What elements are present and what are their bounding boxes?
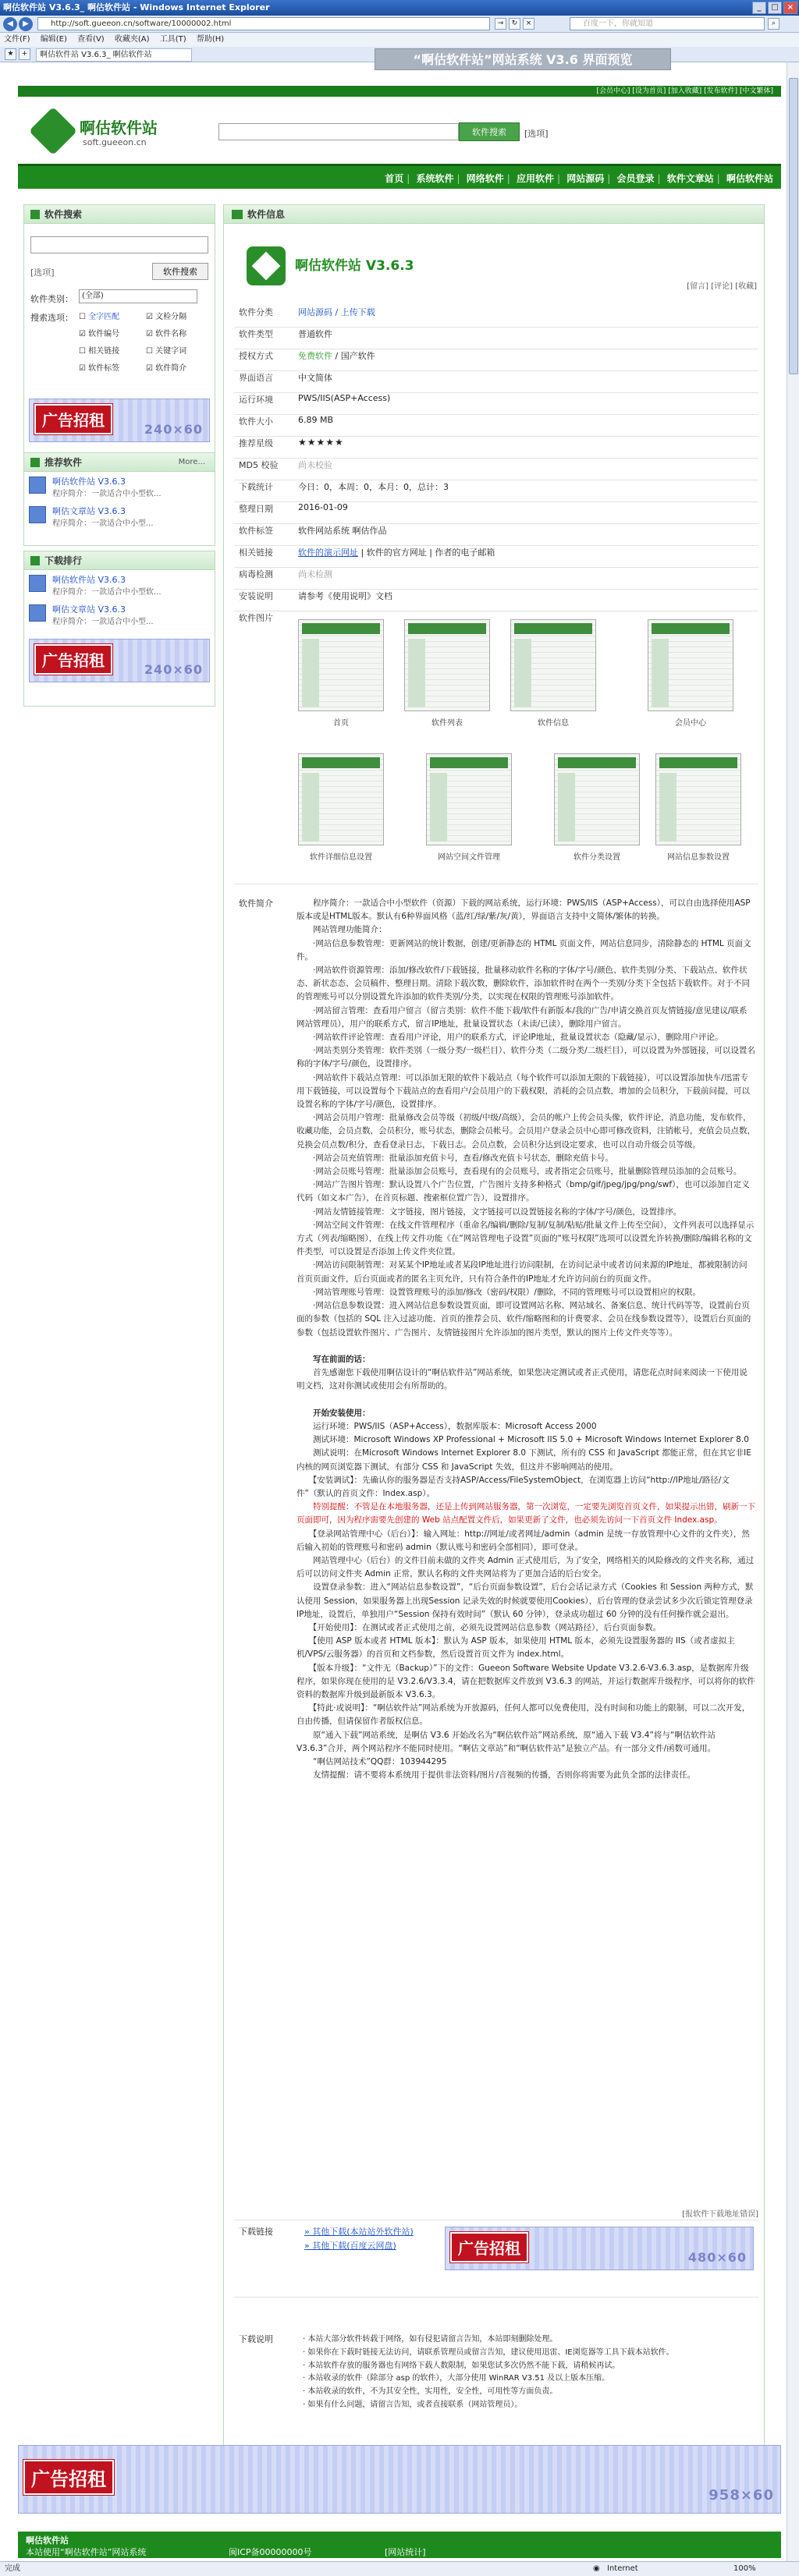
list-item[interactable]: 啊估文章站 V3.6.3 程序简介：一款适合中小型... [29, 603, 210, 629]
sidebar-ad-1[interactable]: 广告招租 240×60 [29, 399, 210, 442]
star-rating: ★★★★★ [298, 437, 344, 448]
forward-icon[interactable]: ▶ [19, 17, 33, 31]
info-icon [232, 210, 243, 219]
intro-paragraph: ·网站软件资源管理：添加/修改软件/下载链接，批量移动软件名称的字体/字号/颜色、软件类别/分类、下载站点、软件状态、新状态态、会员稿件、整理日期。清除下载次数，删除软件，添加软件时在两个一类别/分类下全包括下载软件。对于不同的管理账号可以分别设置允许添加的软件类别/分类，以实现在权限的管理账号添加软件。 [297, 966, 751, 1002]
software-thumb-icon [29, 506, 46, 523]
intro-paragraph: 友情提醒：请不要将本系统用于提供非法资料/图片/音视频的传播，否则你将需要为此负全部的法律责任。 [297, 1770, 696, 1781]
rank-header: 下载排行 [24, 551, 215, 570]
intro-paragraph [297, 1394, 755, 1407]
search-icon [30, 210, 40, 219]
download-link-2[interactable]: » 其他下载(百度云网盘) [304, 2241, 396, 2251]
list-item[interactable]: 啊估软件站 V3.6.3 程序简介：一款适合中小型软... [29, 573, 210, 600]
screenshot-thumb[interactable]: 首页 [298, 619, 384, 728]
zoom-level[interactable]: 100% [733, 2564, 756, 2573]
sidebar-search-box [23, 204, 215, 469]
demo-link[interactable]: 软件的演示网址 [298, 547, 358, 558]
add-favorites-icon[interactable]: + [19, 48, 30, 60]
screenshot-thumb[interactable]: 网站空间文件管理 [426, 753, 512, 863]
menu-file[interactable]: 文件(F) [4, 35, 30, 44]
menu-bar [0, 33, 799, 47]
intro-paragraph: ·网站软件评论管理：查看用户评论，用户的联系方式，评论IP地址，批量设置状态（隐藏/显示），删除用户评论。 [297, 1033, 723, 1043]
back-icon[interactable]: ◀ [3, 17, 17, 31]
note-item: · 如果你在下载时链接无法访问，请联系管理员或留言告知，建议使用迅雷、IE浏览器等工具下载本站软件。 [303, 2347, 674, 2357]
browser-tab[interactable]: 啊估软件站 V3.6.3_ 啊估软件站 [36, 48, 192, 62]
report-link[interactable]: [报软件下载地址错误] [682, 2210, 758, 2219]
intro-paragraph: ·网站会员用户管理：批量修改会员等级（初级/中级/高级），会员的帐户上传会员头像，软件评论，消息功能，发布软件，收藏功能，会员点数，会员积分，账号状态，删除会员帐号。会员用户登录会员中心即可修改资料，注销帐号，充值会员点数，兑换会员点数/积分，查看登录日志，下载日志。会员点数，会员积分达到设定要求，也可以自动升级会员等级。 [297, 1113, 755, 1150]
menu-edit[interactable]: 编辑(E) [40, 35, 67, 44]
sidebar-options-link[interactable]: [选项] [30, 268, 55, 278]
screenshot-thumb[interactable]: 软件信息 [510, 619, 596, 728]
note-item: · 本站大部分软件转载于网络，如有侵犯请留言告知，本站即刻删除处理。 [303, 2335, 558, 2344]
status-bar [0, 2561, 799, 2576]
address-input[interactable]: http://soft.gueeon.cn/software/10000002.html [37, 17, 490, 30]
sidebar-search-header: 软件搜索 [24, 205, 215, 224]
go-icon[interactable]: → [495, 18, 506, 30]
info-row: 软件分类 网站源码 / 上传下载 [234, 306, 758, 328]
software-icon [247, 246, 286, 285]
recommend-more-link[interactable]: More... [178, 458, 205, 466]
intro-paragraph: 【特此·或说明】：“啊估软件站”网站系统为开放源码，任何人都可以免费使用，没有时间和功能上的限制，可以二次开发，自由传播，但请保留作者版权信息。 [297, 1703, 751, 1727]
menu-help[interactable]: 帮助(H) [196, 35, 225, 44]
intro-paragraph: ·网站管理账号管理：设置管理账号的添加/修改（密码/权限）/删除，不同的管理账号可以设置相应的权限。 [297, 1287, 701, 1297]
intro-paragraph: 开始安装使用： [297, 1408, 371, 1418]
close-button[interactable]: × [783, 2, 797, 14]
check-name[interactable]: ☑ [146, 330, 156, 338]
category-link[interactable]: 网站源码 / 上传下载 [298, 307, 375, 317]
nav-home[interactable]: 首页 [385, 173, 404, 184]
address-bar-row [0, 16, 799, 33]
recommend-icon [30, 458, 40, 467]
footer-stats[interactable]: [网站统计] [385, 2547, 426, 2557]
nav-network[interactable]: 网络软件 [466, 173, 504, 184]
check-tags[interactable]: ☑ [79, 364, 89, 373]
notes-label: 下载说明 [239, 2334, 273, 2344]
intro-paragraph: 运行环境：PWS/IIS（ASP+Access），数据库版本：Microsoft Access 2000 [297, 1421, 597, 1431]
intro-paragraph: ·网站类别分类管理：软件类别（一级分类/一级栏目）、软件分类（二级分类/二级栏目），可以设置为外部链接，可以设置名称的字体/字号/颜色，设置排序。 [297, 1046, 755, 1069]
nav-apps[interactable]: 应用软件 [516, 173, 554, 184]
nav-site[interactable]: 啊估软件站 [726, 173, 773, 184]
intro-paragraph: 【开始使用】：在测试或者正式使用之前，必须先设置网站信息参数（网站路径），后台页面参数。 [297, 1622, 662, 1632]
info-row: 授权方式 免费软件 / 国产软件 [234, 349, 758, 371]
intro-paragraph: 测试环境：Microsoft Windows XP Professional + Microsoft IIS 5.0 + Microsoft Windows Internet Explorer 8.0 [297, 1435, 749, 1445]
info-row: 软件大小 6.89 MB [234, 415, 758, 437]
scrollbar-thumb[interactable] [789, 78, 798, 374]
status-text: 完成 [5, 2564, 20, 2573]
screenshot-thumb[interactable]: 会员中心 [648, 619, 733, 728]
intro-paragraph: 程序简介：一款适合中小型软件（资源）下载的网站系统，运行环境：PWS/IIS（ASP+Access），可以自由选择使用ASP版本或是HTML版本。默认有6种界面风格（蓝/红/绿/紫/灰/黄），界面语言支持中文简体/繁体的转换。 [297, 898, 751, 922]
email-link[interactable]: 作者的电子邮箱 [435, 547, 495, 558]
check-id[interactable]: ☑ [79, 330, 89, 338]
nav-system[interactable]: 系统软件 [416, 173, 454, 184]
software-thumb-icon [29, 604, 46, 622]
footer [18, 2532, 781, 2558]
logo-icon [29, 107, 77, 155]
intro-paragraph: 首先感谢您下载使用啊估设计的“啊估软件站”网站系统，如果您决定测试或者正式使用，请您花点时间来阅读一下使用说明文档，这对你测试或使用会有所帮助的。 [297, 1368, 748, 1391]
top-strip [18, 86, 781, 97]
sidebar-search-input[interactable] [30, 236, 208, 253]
info-row: 病毒检测 尚未检测 [234, 568, 758, 590]
intro-paragraph: 测试说明：在Microsoft Windows Internet Explorer 8.0 下测试，所有的 CSS 和 JavaScript 都能正常，但在其它非IE内核的网页浏览器下测试，有部分 CSS 和 JavaScript 失效，但这并不影响网站的使用。 [297, 1448, 751, 1472]
sidebar-search-button[interactable]: 软件搜索 [152, 263, 208, 280]
check-split[interactable]: ☑ [146, 313, 156, 321]
info-row: 软件标签 软件网站系统 啊估作品 [234, 524, 758, 546]
nav-source[interactable]: 网站源码 [566, 173, 605, 184]
info-row: MD5 校验 尚未校验 [234, 459, 758, 480]
nav-articles[interactable]: 软件文章站 [666, 173, 714, 184]
logo-name: 啊估软件站 [80, 119, 158, 137]
intro-paragraph: 【使用 ASP 版本或者 HTML 版本】：默认为 ASP 版本，如果使用 HTML 版本，必须先设置服务器的 IIS（或者虚拟主机/VPS/云服务器）的首页和文档参数，然后设置首页文件为 index.html。 [297, 1636, 735, 1660]
site-logo[interactable] [36, 109, 184, 154]
category-select[interactable]: (全部) [79, 289, 197, 303]
site-search-button[interactable]: 软件搜索 [459, 122, 520, 141]
info-row-images: 软件图片 首页 软件列表 软件信息 会员中心 软件详细信息设置 网站空间文件管理 软件分类设置 网站信息参数设置 [234, 611, 758, 884]
globe-icon: ◉ [593, 2564, 600, 2573]
info-row: 界面语言 中文简体 [234, 371, 758, 393]
preview-banner: “啊估软件站”网站系统 V3.6 界面预览 [375, 48, 671, 70]
refresh-icon[interactable]: ↻ [509, 18, 520, 30]
intro-paragraph: 网站管理中心（后台）的文件目前未做的文件夹 Admin 正式使用后，为了安全，网络相关的风险修改的文件夹名称，通过后可以访问文件夹 Admin 正常，默认名称的文件夹网站将为了更加合适的后台安全。 [297, 1555, 755, 1579]
sidebar-ad-2[interactable]: 广告招租 240×60 [29, 639, 210, 682]
list-item[interactable]: 啊估文章站 V3.6.3 程序简介：一款适合中小型... [29, 505, 210, 531]
top-links[interactable]: [会员中心] [设为首页] [加入收藏] [发布软件] [中文繁体] [596, 87, 773, 95]
intro-paragraph: ·网站留言管理：查看用户留言（留言类别：软件不能下载/软件有新版本/我的广告/申请交换首页友情链接/意见建议/联系网站管理员），用户的联系方式，留言IP地址，批量设置状态（未读/已读），删除用户留言。 [297, 1005, 748, 1029]
intro-paragraph: 原“通入下载”网站系统，是啊估 V3.6 开始改名为“啊估软件站”网站系统，原“通入下载 V3.4”将与“啊估软件站 V3.6.3”合并，两个网站程序不能同时使用。“啊估文章站”和“啊估软件站”是独立产品。有一部分文件/函数可通用。 [297, 1730, 716, 1753]
search-box[interactable]: 百度一下，你就知道 [570, 17, 765, 30]
scope-checks: ☐ 全字匹配 ☑ 文检分隔 ☑ 软件编号 ☑ 软件名称 ☐ 相关链接 ☐ 关键字词 ☑ 软件标签 ☑ 软件简介 [79, 313, 187, 373]
intro-paragraph: ·网站信息参数设置：进入网站信息参数设置页面，即可设置网站名称、网站域名、备案信息、统计代码等等，设置前台页面的参数（包括的 SQL 注入过滤功能、首页的推荐会员、软件/缩略图和的计费要求、会员在线参数设置等），设置后台页面的参数（包括设置软件图片、广告图片、友情链接图片允许添加的图片类型，默认的图片上传文件夹等等）。 [297, 1301, 751, 1338]
download-row [234, 2220, 758, 2298]
logo-url: soft.gueeon.cn [83, 137, 147, 147]
window-titlebar [0, 0, 799, 16]
software-thumb-icon [29, 477, 46, 494]
intro-paragraph: ·网站软件下载站点管理：可以添加无限的软件下载站点（每个软件可以添加无限的下载链接），可以设置添加快车/迅雷专用下载链接，可以设置每个下载站点的查看用户/会员用户的下载权限，消耗的会员点数，增加的会员积分，下载前问提，可以设置名称的字体/字号/颜色，设置排序。 [297, 1072, 751, 1110]
download-link-1[interactable]: » 其他下载(本站站外软件站) [304, 2227, 414, 2237]
intro-paragraph: 网站管理功能简介： [297, 925, 387, 935]
menu-tools[interactable]: 工具(T) [159, 35, 186, 44]
list-item[interactable]: 啊估软件站 V3.6.3 程序简介：一款适合中小型软... [29, 475, 210, 501]
screenshot-thumb[interactable]: 软件列表 [404, 619, 490, 728]
favorites-star-icon[interactable]: ★ [5, 48, 16, 60]
scope-label: 搜索选项： [30, 313, 73, 323]
intro-paragraph: 【安装调试】：先确认你的服务器是否支持ASP/Access/FileSystemObject，在浏览器上访问“http://IP地址/路径/文件”（默认的首页文件：Index.asp）。 [297, 1475, 730, 1498]
download-label: 下载链接 [239, 2227, 273, 2237]
menu-view[interactable]: 查看(V) [77, 35, 105, 44]
note-item: · 本站收录的软件（除部分 asp 的软件），大部分使用 WinRAR V3.51 及以上版本压缩。 [303, 2374, 610, 2383]
official-link[interactable]: 软件的官方网址 [366, 547, 427, 558]
window-title: 啊估软件站 V3.6.3_ 啊估软件站 - Windows Internet Explorer [3, 2, 270, 12]
info-row: 相关链接 软件的演示网址 | 软件的官方网址 | 作者的电子邮箱 [234, 546, 758, 568]
intro-label: 软件简介 [239, 898, 273, 909]
menu-favorites[interactable]: 收藏夹(A) [114, 35, 150, 44]
security-zone: Internet [607, 2564, 638, 2573]
check-keywords[interactable]: ☐ [146, 347, 156, 356]
action-links[interactable]: [留言] [评论] [收藏] [687, 282, 757, 291]
check-whole-word[interactable]: ☐ [79, 313, 89, 321]
sidebar-recommend-box [23, 452, 215, 546]
info-row: 运行环境 PWS/IIS(ASP+Access) [234, 393, 758, 415]
info-row: 安装说明 请参考《使用说明》文档 [234, 590, 758, 611]
maximize-button[interactable]: □ [768, 2, 782, 14]
note-item: · 本站收录的软件，不为其安全性，实用性，安全性，可用性等方面负责。 [303, 2387, 558, 2397]
check-intro[interactable]: ☑ [146, 364, 156, 373]
intro-paragraph: ·网站友情链接管理：文字链接，图片链接，文字链接可以设置链接名称的字体/字号/颜色，设置排序。 [297, 1207, 682, 1217]
footer-icp[interactable]: 闽ICP备00000000号 [229, 2547, 312, 2557]
sidebar-rank-box [23, 551, 215, 707]
info-row: 下载统计 今日：0，本周：0，本月：0，总计：3 [234, 480, 758, 502]
screenshot-thumb[interactable]: 软件分类设置 [554, 753, 640, 863]
intro-paragraph: 设置登录参数：进入“网站信息参数设置”，“后台页面参数设置”，后台会话记录方式（Cookies 和 Session 两种方式，默认使用 Session，如果服务器上出现Session 记录失效的时候就要使用Cookies），后台管理的登录尝试多少次后锁定管理登录IP地址，设置后，单独用户“Session 保持有效时间”（默认 60 分钟），登录成功超过 60 分钟的没有任何操作就会退出。 [297, 1582, 754, 1619]
info-row: 软件类型 普通软件 [234, 328, 758, 349]
page-title: 啊估软件站 V3.6.3 [295, 258, 414, 274]
download-ad[interactable]: 广告招租 480×60 [445, 2227, 754, 2270]
category-label: 软件类别： [30, 294, 73, 304]
footer-powered: 本站使用“啊估软件站”网站系统 [26, 2547, 147, 2557]
site-search-input[interactable] [218, 123, 459, 140]
stop-icon[interactable]: × [523, 18, 534, 30]
bottom-ad[interactable]: 广告招租 958×60 [18, 2445, 781, 2514]
screenshot-thumb[interactable]: 网站信息参数设置 [655, 753, 741, 863]
intro-paragraph: ·网站广告图片管理：默认设置八个广告位置，广告图片支持多种格式（bmp/gif/jpeg/jpg/png/swf），也可以添加自定义代码（如文本广告），在首页标题、搜索框位置广告），设置排序。 [297, 1180, 750, 1203]
search-go-icon[interactable]: ⌕ [768, 18, 779, 30]
info-row: 推荐星级 ★★★★★ [234, 437, 758, 459]
main-nav: 首页 | 系统软件 | 网络软件 | 应用软件 | 网站源码 | 会员登录 | 软件文章站 | 啊估软件站 [18, 164, 781, 189]
intro-paragraph: 【版本升级】：“文件无（Backup）”下的文件：Gueeon Software Website Update V3.2.6-V3.6.3.asp，是数据库升级程序，如果你现在使用的是 V3.2.6/V3.3.4，请在把数据库文件放到 V3.6.3 的网站，并运行数据库升级程序，可以将你的软件资料的数据库升级到最新版本 V3.6.3。 [297, 1663, 755, 1699]
note-item: · 本站软件存放的服务器也有网络下载人数限制，如果您试多次仍然不能下载，请稍候再试。 [303, 2361, 620, 2370]
search-options-link[interactable]: [选项] [524, 129, 549, 139]
check-links[interactable]: ☐ [79, 347, 89, 356]
intro-paragraph: “啊估网站技术”QQ群：103944295 [297, 1757, 447, 1766]
notes-list [303, 2333, 674, 2412]
recommend-header: 推荐软件 More... [24, 453, 215, 472]
software-thumb-icon [29, 575, 46, 592]
intro-paragraph: ·网站信息参数管理：更新网站的统计数据，创建/更新静态的 HTML 页面文件，网站信息同步，清除静态的 HTML 页面文件。 [297, 938, 751, 962]
footer-brand: 啊估软件站 [26, 2535, 69, 2546]
vertical-scrollbar[interactable] [787, 62, 799, 2561]
intro-paragraph: ·网站会员账号管理：批量添加会员账号，查看现有的会员账号，或者指定会员账号，批量删除管理员添加的会员账号。 [297, 1167, 742, 1177]
main-header: 软件信息 [224, 205, 764, 224]
intro-text [297, 897, 755, 1782]
intro-paragraph [297, 1340, 755, 1353]
intro-paragraph: ·网站访问限制管理：对某某个IP地址或者某段IP地址进行访问限制，在访问记录中或者访问来源的IP地址，都被限制访问首页页面文件，后台页面或者的匿名主页允许，只有符合条件的IP地址才允许访问前台的页面文件。 [297, 1260, 748, 1284]
rank-icon [30, 556, 40, 565]
intro-paragraph: ·网站空间文件管理：在线文件管理程序（重命名/编辑/删除/复制/复制/粘贴/批量文件上传至空间），文件列表可以选择显示方式（列表/缩略图），在线上传文件功能《在“网站管理电子设置”页面的“账号权限”选项可以设置允许转换/删除/编辑名称的文件类型，可以设置是否添加上传文件夹位置。 [297, 1220, 755, 1257]
intro-paragraph: 【登录网站管理中心（后台）】：输入网址：http://网址/或者网址/admin（admin 是统一存放管理中心文件的文件夹），然后输入初始的管理账号和密码 admin（默认账号和密码全部相同），即可登录。 [297, 1529, 750, 1552]
intro-paragraph: 写在前面的话： [297, 1354, 371, 1364]
intro-paragraph: 特别提醒：不管是在本地服务器，还是上传到网站服务器，第一次浏览，一定要先浏览首页文件，如果提示出错，刷新一下页面即可，因为程序需要先创建的 Web 站点配置文件后，如果更新了文件，也必须先访问一下首页文件 Index.asp。 [297, 1502, 755, 1525]
nav-login[interactable]: 会员登录 [616, 173, 655, 184]
screenshot-thumb[interactable]: 软件详细信息设置 [298, 753, 384, 863]
minimize-button[interactable]: _ [752, 2, 766, 14]
note-item: · 如果有什么问题，请留言告知，或者直接联系（网站管理员）。 [303, 2400, 523, 2409]
info-row: 整理日期 2016-01-09 [234, 502, 758, 524]
intro-paragraph: ·网站会员充值管理：批量添加充值卡号，查看/修改充值卡号状态，删除充值卡号。 [297, 1153, 613, 1163]
